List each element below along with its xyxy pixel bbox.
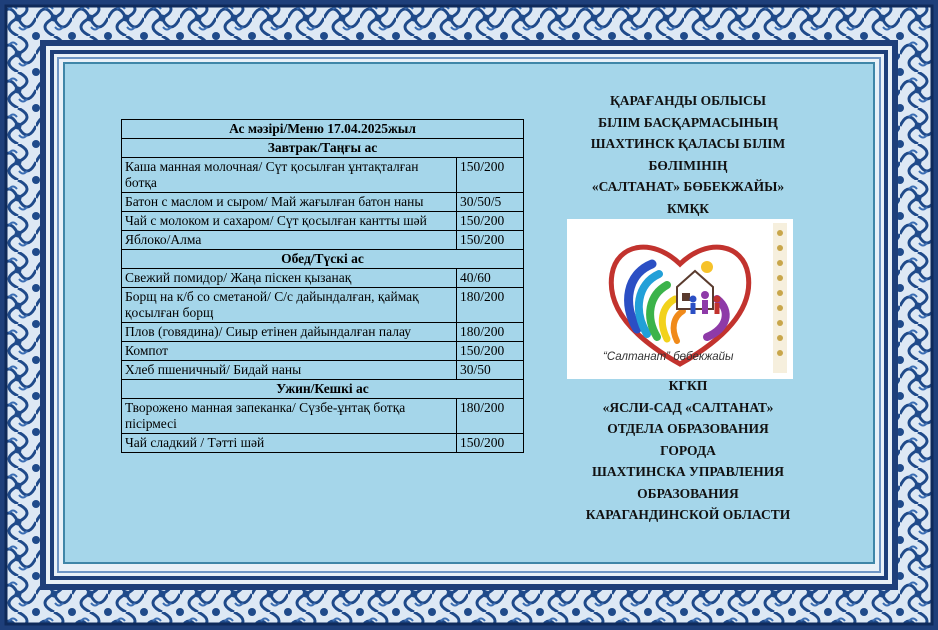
- org-ru-line: ГОРОДА: [660, 442, 716, 458]
- table-row: [122, 231, 524, 250]
- dish-name: Чай сладкий / Тәтті шәй: [122, 434, 457, 453]
- org-kz-line: КМҚК: [666, 200, 710, 216]
- ornament-strip-icon: [773, 223, 787, 373]
- dish-name: Компот: [122, 342, 457, 361]
- dish-portion: 30/50: [457, 361, 524, 380]
- dish-portion: 40/60: [457, 269, 524, 288]
- dish-portion: 150/200: [457, 158, 524, 193]
- org-kz-line: ШАХТИНСК ҚАЛАСЫ БІЛІМ: [590, 136, 786, 151]
- dinner-heading: Ужин/Кешкі ас: [122, 380, 524, 399]
- org-ru-line: ШАХТИНСКА УПРАВЛЕНИЯ: [592, 464, 784, 479]
- org-kz-line: «САЛТАНАТ» БӨБЕКЖАЙЫ»: [591, 179, 785, 194]
- table-row: [122, 212, 524, 231]
- org-kz-line: ҚАРАҒАНДЫ ОБЛЫСЫ: [610, 93, 766, 108]
- dish-portion: 30/50/5: [457, 193, 524, 212]
- dish-portion: 180/200: [457, 323, 524, 342]
- table-row: [122, 269, 524, 288]
- dish-name: Плов (говядина)/ Сиыр етінен дайындалған палау: [122, 323, 457, 342]
- menu-title: Ас мәзірі/Меню 17.04.2025жыл: [122, 120, 524, 139]
- lunch-heading: Обед/Түскі ас: [122, 250, 524, 269]
- breakfast-heading: Завтрак/Таңғы ас: [122, 139, 524, 158]
- table-row: [122, 193, 524, 212]
- table-row: [122, 323, 524, 342]
- dish-name: Батон с маслом и сыром/ Май жағылған батон наны: [122, 193, 457, 212]
- organization-name-ru: [556, 375, 820, 526]
- org-ru-line: ОТДЕЛА ОБРАЗОВАНИЯ: [607, 421, 769, 436]
- dish-portion: 180/200: [457, 399, 524, 434]
- dish-portion: 150/200: [457, 342, 524, 361]
- organization-name-kz: [556, 90, 820, 219]
- dish-portion: 150/200: [457, 212, 524, 231]
- org-ru-line: КГКП: [668, 378, 708, 393]
- table-row: [122, 288, 524, 323]
- org-ru-line: ОБРАЗОВАНИЯ: [637, 485, 739, 501]
- dish-name: Чай с молоком и сахаром/ Сүт қосылған кантты шәй: [122, 212, 457, 231]
- dish-name: Свежий помидор/ Жаңа піскен қызанақ: [122, 269, 457, 288]
- dish-portion: 180/200: [457, 288, 524, 323]
- org-kz-line: БІЛІМ БАСҚАРМАСЫНЫҢ: [598, 114, 778, 130]
- org-ru-line: КАРАГАНДИНСКОЙ ОБЛАСТИ: [585, 507, 791, 522]
- dish-name: Хлеб пшеничный/ Бидай наны: [122, 361, 457, 380]
- org-ru-line: «ЯСЛИ-САД «САЛТАНАТ»: [602, 399, 774, 415]
- dish-name: Твороженo манная запеканка/ Сүзбе-ұнтақ ботқа пісірмесі: [122, 399, 457, 434]
- table-row: [122, 399, 524, 434]
- dish-portion: 150/200: [457, 434, 524, 453]
- menu-table: [121, 119, 524, 453]
- dish-name: Яблоко/Алма: [122, 231, 457, 250]
- table-row: [122, 342, 524, 361]
- dish-name: Борщ на к/б со сметаной/ С/с дайындалған, қаймақ қосылған борщ: [122, 288, 457, 323]
- dish-portion: 150/200: [457, 231, 524, 250]
- table-row: [122, 434, 524, 453]
- dish-name: Каша манная молочная/ Сүт қосылған ұнтақталған ботқа: [122, 158, 457, 193]
- org-kz-line: БӨЛІМІНІҢ: [648, 157, 728, 173]
- table-row: [122, 361, 524, 380]
- logo-caption: “Салтанат” бөбекжайы: [603, 351, 734, 363]
- table-row: [122, 158, 524, 193]
- kindergarten-logo: [567, 219, 793, 379]
